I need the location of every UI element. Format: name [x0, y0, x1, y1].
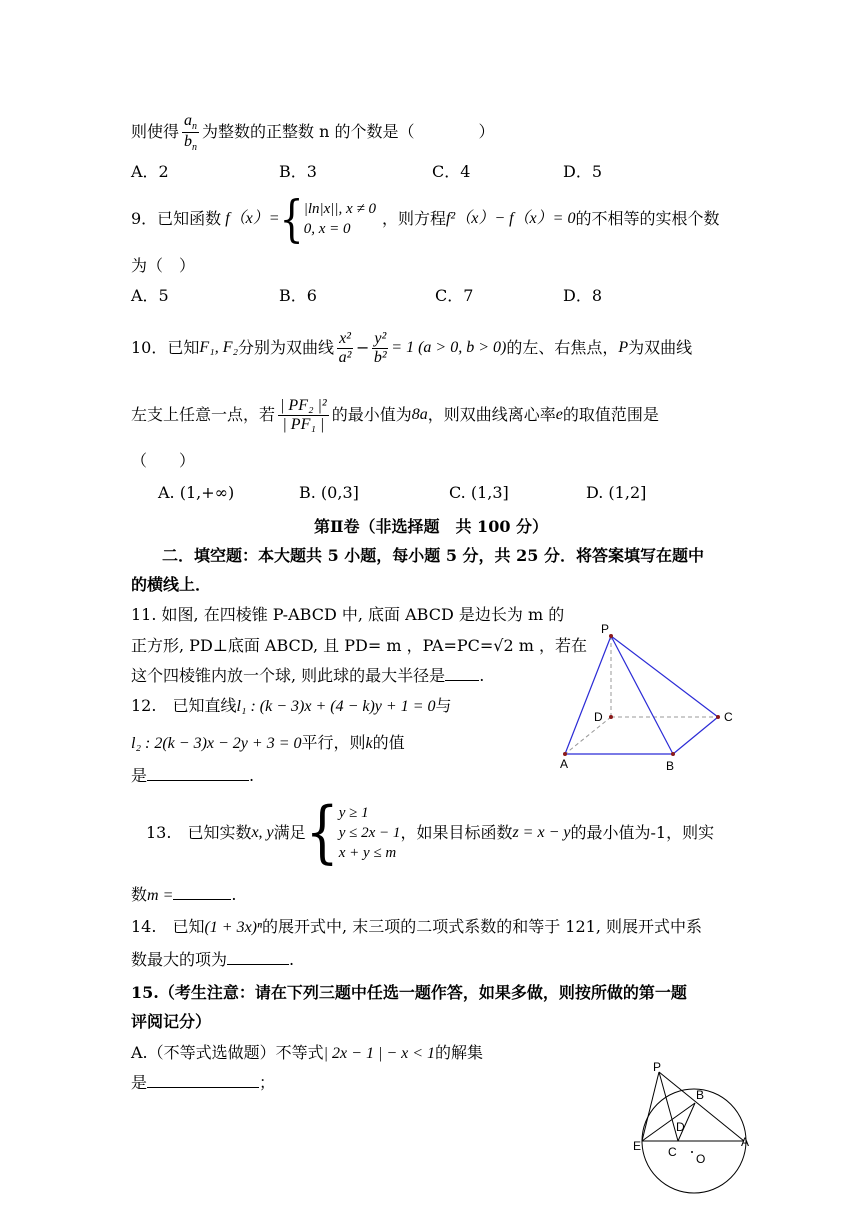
q10-option-c: C. (1,3] [449, 483, 509, 502]
q9-suffix: 的不相等的实根个数 [575, 209, 720, 229]
q15a-inequality: | 2x − 1 | − x < 1 [323, 1045, 436, 1062]
q9-line [131, 192, 719, 246]
pyramid-label-p: P [601, 622, 610, 636]
circle-label-p: P [653, 1060, 662, 1074]
q9-brace: { [279, 190, 304, 248]
q10-hyperbola-eq: = 1 (a > 0, b > 0) [391, 339, 507, 357]
q11-line3: 这个四棱锥内放一个球, 则此球的最大半径是 . [131, 666, 485, 685]
q12-line-l1: l₁ : (k − 3)x + (4 − k)y + 1 = 0 [236, 698, 436, 715]
section2-line2: 的横线上． [131, 575, 212, 594]
q9-cases: |ln|x||, x ≠ 0 0, x = 0 [303, 200, 376, 237]
circle-label-o: O [696, 1152, 706, 1166]
q13-line2: 数m = . [131, 885, 237, 904]
section2-line1: 二．填空题：本大题共 5 小题，每小题 5 分，共 25 分．将答案填写在题中 [162, 546, 704, 565]
q9-cont: 为（ ） [131, 256, 196, 275]
q12-line3: 是 . [131, 766, 255, 785]
q9-prefix: 9．已知函数 [131, 209, 222, 229]
q11-sqrt: √2 [493, 636, 514, 655]
q10-line2: 左支上任意一点，若 $\frac{\text{| PF₂ |²}}{\text{| PF₁ |}}$ 的最小值为 8a ，则双曲线离心率 e 的取值范围是 [131, 396, 659, 433]
q10-x-frac: $\frac{\text{x²}}{\text{a²}}$ [338, 329, 352, 366]
q12-line2: l₂ : 2(k − 3)x − 2y + 3 = 0平行，则k的值 [131, 733, 405, 752]
q10-paren: （ ） [131, 451, 196, 470]
q8-option-d: D．5 [563, 162, 603, 181]
q10-foci: F₁, F₂ [199, 339, 239, 357]
q13-answer-blank[interactable] [173, 885, 231, 900]
q8-prefix: 则使得 [131, 122, 180, 142]
q8-option-b: B．3 [279, 162, 317, 181]
q12-line-l2: l₂ : 2(k − 3)x − 2y + 3 = 0 [131, 735, 302, 752]
pyramid-figure [560, 620, 750, 780]
q12-line1: 12. 已知直线l₁ : (k − 3)x + (4 − k)y + 1 = 0与 [131, 696, 452, 715]
q10-option-a: A. (1,+∞) [158, 483, 235, 502]
q8-fraction: $\frac{a_n}{b_n}$ [184, 112, 198, 154]
q12-answer-blank[interactable] [147, 766, 249, 781]
q13-brace: { [305, 794, 339, 872]
circle-label-d: D [676, 1120, 685, 1134]
q11-line2: 正方形, PD⊥底面 ABCD, 且 PD= m ，PA=PC=√2 m ，若在 [131, 636, 588, 655]
q13-objective: z = x − y [512, 824, 571, 842]
q9-fx: f（x）= [225, 210, 280, 228]
q10-line1: 10．已知 F₁, F₂ 分别为双曲线 $\frac{\text{x²}}{\text{a²}}$ − $\frac{\text{y²}}{\text{b²}}$ = 1 (a > 0, b > 0) 的左、右焦点， P 为双曲线 [131, 329, 693, 366]
q14-expr: (1 + 3x)ⁿ [204, 919, 263, 936]
q10-option-d: D. (1,2] [586, 483, 647, 502]
q14-line2: 数最大的项为 . [131, 950, 295, 969]
q8-line [131, 112, 495, 153]
circle-label-e: E [633, 1139, 642, 1153]
q9-option-b: B．6 [279, 286, 317, 305]
q8-option-a: A．2 [131, 162, 169, 181]
q13-line1: 13. 已知实数 x, y 满足 { y ≥ 1 y ≤ 2x − 1 x + y ≤ m ，如果目标函数 z = x − y 的最小值为-1，则实 [146, 794, 715, 872]
q9-option-d: D．8 [563, 286, 603, 305]
q13-constraints: y ≥ 1 y ≤ 2x − 1 x + y ≤ m [338, 804, 401, 862]
q8-suffix: 为整数的正整数 n 的个数是（ ） [202, 122, 495, 142]
circle-label-b: B [696, 1088, 705, 1102]
q10-ratio-frac: $\frac{\text{| PF₂ |²}}{\text{| PF₁ |}}$ [280, 396, 327, 433]
q9-middle: ，则方程 [381, 209, 446, 229]
q15a-answer-blank[interactable] [147, 1073, 259, 1088]
q10-option-b: B. (0,3] [299, 483, 359, 502]
pyramid-label-c: C [724, 710, 733, 724]
circle-label-c: C [668, 1145, 677, 1159]
q8-option-c: C．4 [432, 162, 471, 181]
circle-label-a: A [741, 1135, 750, 1149]
q15-line2: 评阅记分） [131, 1012, 212, 1031]
circle-figure [628, 1060, 758, 1210]
q14-line1: 14. 已知(1 + 3x)ⁿ的展开式中, 末三项的二项式系数的和等于 121, 则展开式中系 [131, 917, 703, 936]
pyramid-label-a: A [560, 757, 569, 771]
q9-equation: f²（x）− f（x）= 0 [445, 210, 576, 228]
pyramid-label-d: D [594, 710, 603, 724]
q15a-line2: 是 ； [131, 1073, 276, 1092]
q9-option-a: A．5 [131, 286, 169, 305]
pyramid-label-b: B [666, 759, 675, 773]
q14-answer-blank[interactable] [227, 950, 289, 965]
q15a-line1: A.（不等式选做题）不等式| 2x − 1 | − x < 1的解集 [131, 1043, 484, 1062]
q15-line1: 15.（考生注意：请在下列三题中任选一题作答，如果多做，则按所做的第一题 [131, 983, 687, 1002]
q9-option-c: C．7 [435, 286, 474, 305]
q11-answer-blank[interactable] [445, 666, 479, 681]
section-title: 第Ⅱ卷（非选择题 共 100 分） [314, 517, 549, 536]
q10-y-frac: $\frac{\text{y²}}{\text{b²}}$ [373, 329, 387, 366]
q11-line1: 11. 如图, 在四棱锥 P-ABCD 中, 底面 ABCD 是边长为 m 的 [131, 605, 565, 624]
